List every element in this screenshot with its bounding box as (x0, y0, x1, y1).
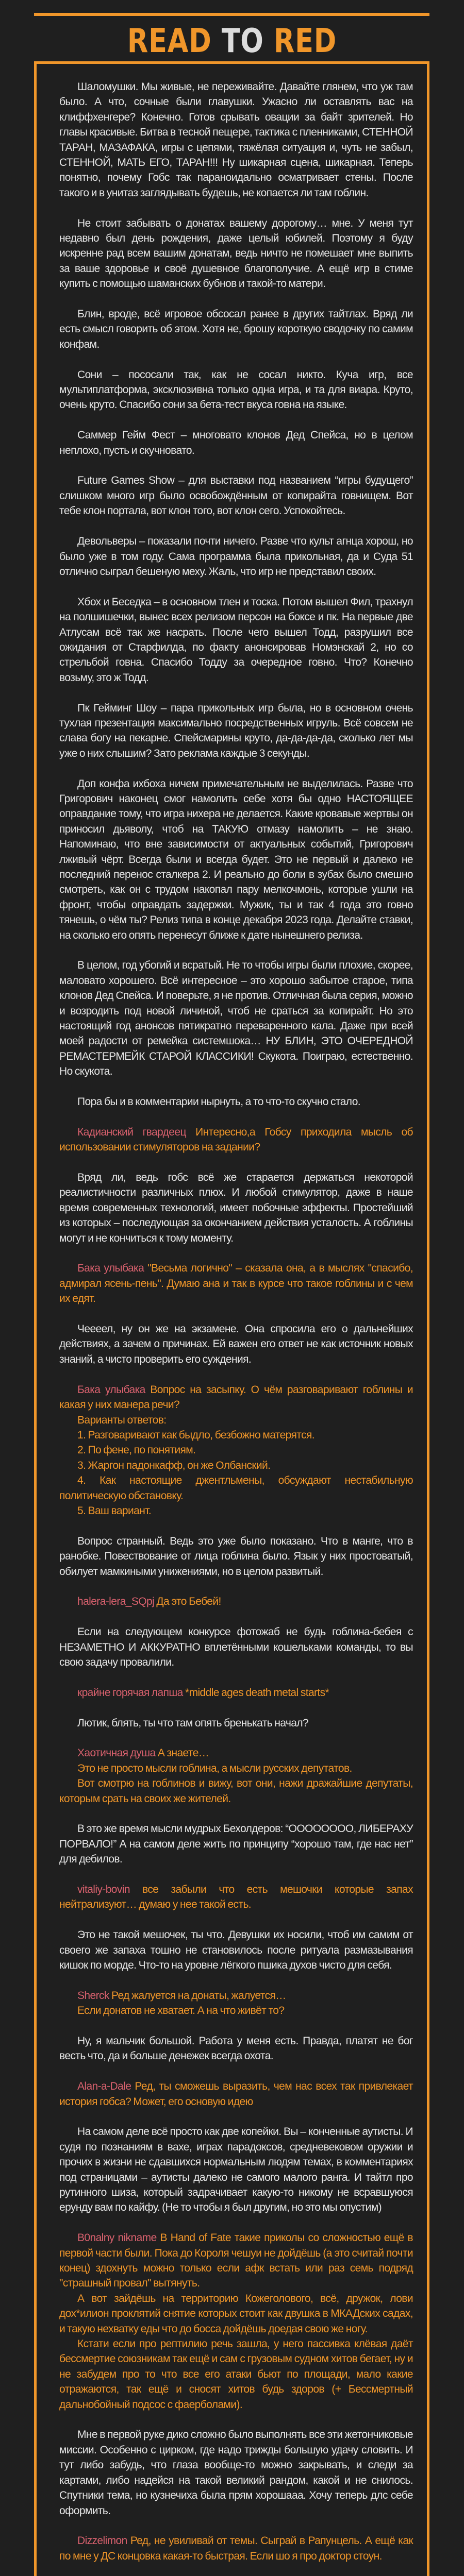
comment-text: В Hand of Fate такие приколы со сложностью ещё в первой части были. Пока до Короля чешуи не дойдёшь (а это считай почти конец) здохнуть можно только если афк встать или раз семь подряд "страшный провал" вытянуть. (59, 2232, 413, 2290)
reader-comment (59, 1685, 413, 1700)
comment-username: крайне горячая лапша (77, 1686, 183, 1699)
reader-comment (59, 1125, 413, 1155)
author-reply: Чееeел, ну он же на экзамене. Она спросила его о дальнейших действиях, а зачем о причинах. Ей важен его ответ не как источник новых знаний, а чисто проверить его суждения. (59, 1323, 413, 1365)
comment-text: *middle ages death metal starts* (185, 1686, 329, 1699)
author-reply: На самом деле всё просто как две копейки. Вы – конченные аутисты. И судя по познаниям в вахе, играх парадоксов, средневековом оружии и прочих в жизни не сдавшихся нормальным людям темах, в комментариях под страницами – аутисты далеко не самого малого ранга. И тайтл про рутинного шиза, который задрачивает какую-то никому не всравшуюся ерунду вам по кайфу. (Не то чтобы я был другим, но это мы опустим) (59, 2126, 413, 2214)
comment-username: Sherck (77, 1989, 109, 2002)
page-title (42, 21, 422, 62)
top-accent-bar (34, 13, 429, 16)
comment-text: Если донатов не хватает. А на что живёт то? (77, 2005, 285, 2017)
reader-comment (59, 1776, 413, 1806)
comment-text: 1. Разговаривают как быдло, безбожно матерятся. (77, 1429, 314, 1441)
comment-text: Это не просто мысли гоблина, а мысли русских депутатов. (77, 1762, 352, 1774)
comment-text: 3. Жаргон падонкафф, он же Олбанский. (77, 1459, 271, 1471)
comment-username: Dizzelimon (77, 2535, 127, 2547)
comment-text: Да это Бебей! (156, 1596, 221, 1608)
paragraph: Шаломушки. Мы живые, не переживайте. Давайте глянем, что уж там было. А что, сочные были главушки. Ужасно ли оставлять вас на клиффхенгере? Конечно. Готов срывать овации за байт зрителей. Но главы красивые. Битва в тесной пещере, тактика с пленниками, СТЕННОЙ ТАРАН, МАЗАФАКА, игры с цепями, тяжёлая ситуация и, чуть не забыл, СТЕННОЙ, МАТЬ ЕГО, ТАРАН!!! Ну шикарная сцена, шикарная. Теперь понятно, почему Гобс так параноидально осматривает стены. После такого и в унитаз заглядывать будешь, не копается ли там гоблин. (59, 81, 413, 199)
comment-username: B0nalny nikname (77, 2232, 157, 2244)
comment-username: halera-lera_SQpj (77, 1596, 155, 1608)
reader-comment (59, 1428, 413, 1443)
content-frame (34, 61, 429, 2576)
reader-comment (59, 1413, 413, 1428)
reader-comment (59, 1745, 413, 1760)
author-reply: Мне в первой руке дико сложно было выполнять все эти жетончиковые миссии. Особенно с цирком, где надо трижды большую удачу словить. И тут либо забудь, что глаза вообще-то можно закрывать, и следи за картами, либо надейся на такой великий рандом, какой и не снилось. Спутники тема, но кузнечиха была прям хорошааа. Хочу теперь длс себе оформить. (59, 2429, 413, 2517)
reader-comment (59, 1382, 413, 1413)
comment-username: Хаотичная душа (77, 1747, 156, 1759)
comment-username: vitaliy-bovin (77, 1883, 130, 1895)
reader-comment (59, 1261, 413, 1306)
reader-comment (59, 2079, 413, 2109)
comment-text: Кстати если про рептилию речь зашла, у него пассивка клёвая даёт бессмертие союзникам так ещё и сам с грузовым судном хитов бегает, ну и не забудем про то что все его атаки бьют по площади, мало какие отражаются, так ещё и сносят хитов будь здоров (+ Бессмертный дальнобойный подсос с фаерболами). (59, 2338, 413, 2411)
comment-text: Ред, ты сможешь выразить, чем нас всех так привлекает история гобса? Может, его основую идею (59, 2080, 413, 2108)
reader-comment (59, 2003, 413, 2018)
reader-comment (59, 2336, 413, 2412)
reader-comment (59, 1443, 413, 1458)
paragraph: Пора бы и в комментарии нырнуть, а то что-то скучно стало. (77, 1096, 361, 1108)
author-reply: Ну, я мальчик большой. Работа у меня есть. Правда, платят не бог весть что, да и больше денежек всегда охота. (59, 2035, 413, 2062)
author-reply: Вряд ли, ведь гобс всё же старается держаться некоторой реалистичности различных плюх. И любой стимулятор, даже в наше время современных технологий, имеет побочные эффекты. Простейший из которых – последующая за окончанием действия усталость. А гоблины могут и не кончиться к тому моменту. (59, 1172, 413, 1244)
paragraph: Хбох и Беседка – в основном тлен и тоска. Потом вышел Фил, трахнул на полшишечки, вынес всех релизом персон на боксе и пк. На первые две Атлусам всё так же насрать. После чего вышел Тодд, разрушил все ожидания от Старфилда, по факту анонсировав Номэнскай 2, но со стрельбой говна. Спасибо Тодду за очередное говно. Что? Конечно возьму, это ж Тодд. (59, 596, 413, 684)
comment-text: Ред, не увиливай от темы. Сыграй в Рапунцель. А ещё как по мне у ДС концовка какая-то быстрая. Если шо я про доктор стоун. (59, 2535, 413, 2562)
comment-text: 5. Ваш вариант. (77, 1504, 152, 1517)
paragraph: Саммер Гейм Фест – многовато клонов Дед Спейса, но в целом неплохо, пусть и скучновато. (59, 429, 413, 456)
comment-text: Ред жалуется на донаты, жалуется… (111, 1989, 286, 2002)
comments-section (59, 1125, 413, 2576)
author-reply: Это не такой мешочек, ты что. Девушки их носили, чтоб им самим от своего же запаха тошно не становилось после ритуала размазывания кишок по морде. Что-то на уровне лёгкого пшика духов чисто для себя. (59, 1929, 413, 1971)
comment-text: Вопрос на засыпку. О чём разговаривают гоблины и какая у них манера речи? (59, 1383, 413, 1411)
reader-comment (59, 1458, 413, 1473)
title-to: TO (221, 22, 264, 60)
comment-text: А знаете… (157, 1747, 209, 1759)
comment-text: 2. По фене, по понятиям. (77, 1444, 196, 1456)
reader-comment (59, 1761, 413, 1776)
paragraph: Сони – пососали так, как не сосал никто. Куча игр, все мультиплатформа, эксклюзивна только одна игра, и та для виара. Круто, очень круто. Спасибо сони за бета-тест вкуса говна на языке. (59, 368, 413, 411)
paragraph: Доп конфа ихбоха ничем примечательным не выделилась. Разве что Григорович наконец смог намолить себе хотя бы одно НАСТОЯЩЕЕ оправдание тому, что игра нихера не делается. Какие кровавые жертвы он приносил дьяволу, чтоб на ТАКУЮ отмазу намолить – не знаю. Напоминаю, что вне зависимости от актуальных событий, Григорович лживый чёрт. Всегда были и всегда будет. Это не первый и далеко не последний перенос сталкера 2. И реально до боли в зубах было смешно смотреть, как он с трудом накопал пару мелкочмонь, которые ушли на фронт, чтобы оправдать задержки. Мужик, ты и так 4 года это говно тянешь, о чём ты? Релиз типа в конце декабря 2023 года. Делайте ставки, на сколько его опять перенесут ближе к дате нынешнего релиза. (59, 777, 413, 941)
author-reply: Лютик, блять, ты что там опять бренькать начал? (77, 1717, 309, 1729)
reader-comment (59, 2230, 413, 2291)
reader-comment (59, 1473, 413, 1503)
comment-text: 4. Как настоящие джентльмены, обсуждают нестабильную политическую обстановку. (59, 1475, 413, 1502)
reader-comment (59, 1882, 413, 1912)
comment-text: "Весьма логично" – сказала она, а в мыслях "спасибо, адмирал ясень-пень". Думаю ана и так в курсе что такое гоблины и с чем их едят. (59, 1262, 413, 1305)
paragraph: Не стоит забывать о донатах вашему дорогому… мне. У меня тут недавно был день рождения, даже целый юбилей. Поэтому я буду искренне рад всем вашим донатам, ведь ничто не помешает мне выпить за ваше здоровье и своё душевное благополучие. А ещё игр в стиме купить с помощью шаманских бубнов и такой-то матери. (59, 217, 413, 290)
comment-username: Бака улыбака (77, 1383, 145, 1396)
comment-username: Бака улыбака (77, 1262, 144, 1275)
author-reply: Если на следующем конкурсе фотожаб не будь гоблина-бебея с НЕЗАМЕТНО И АККУРАТНО вплетёнными кошельками команды, то вы свою задачу провалили. (59, 1626, 413, 1668)
author-reply: Вопрос странный. Ведь это уже было показано. Что в манге, что в ранобке. Повествование от лица гоблина было. Язык у них простоватый, обилует мамкиными унижениями, но в целом развитый. (59, 1535, 413, 1578)
comment-text: Варианты ответов: (77, 1414, 167, 1426)
reader-comment (59, 1594, 413, 1609)
comment-username: Кадианский гвардеец (77, 1126, 186, 1138)
author-reply: В это же время мысли мудрых Бехолдеров: “ОООООООО, ЛИБЕРАХУ ПОРВАЛО!” А на самом деле жить по принципу “хорошо там, где нас нет” для дебилов. (59, 1823, 413, 1866)
article-body (59, 79, 413, 2576)
reader-comment (59, 1988, 413, 2003)
paragraph: Блин, вроде, всё игровое обсосал ранее в других тайтлах. Вряд ли есть смысл говорить об этом. Хотя не, брошу короткую сводочку по самим конфам. (59, 308, 413, 350)
paragraph: Девольверы – показали почти ничего. Разве что культ агнца хорош, но было уже в том году. Сама программа была прикольная, да и Суда 51 отлично сыграл бешеную меху. Жаль, что игр не представил своих. (59, 535, 413, 578)
comment-text: Вот смотрю на гоблинов и вижу, вот они, нажи дражайшие депутаты, которым срать на своих же жителей. (59, 1777, 413, 1805)
comment-text: А вот зайдёшь на территорию Кожеголового, всё, дружок, лови дох*илион проклятий снятие которых стоит как двушка в МКАДских садах, и такую нехватку еды что до босса дойдёшь доедая свою же ногу. (59, 2292, 413, 2335)
reader-comment (59, 2533, 413, 2564)
reader-comment (59, 2291, 413, 2336)
paragraph: В целом, год убогий и всратый. Не то чтобы игры были плохие, скорее, маловато хорошего. Всё интересное – это хорошо забытое старое, типа клонов Дед Спейса. И поверьте, я не против. Отличная была серия, можно и возродить под новой личиной, чтоб не сраться за копирайт. Но это настоящий год анонсов пятикратно переваренного кала. Даже при всей моей радости от ремейка системшока… НУ БЛИН, ЭТО ОЧЕРЕДНОЙ РЕМАСТЕРМЕЙК СТАРОЙ КЛАССИКИ! Скукота. Поиграю, естественно. Но скукота. (59, 959, 413, 1078)
reader-comment (59, 1503, 413, 1518)
comment-text: все забыли что есть мешочки которые запах нейтрализуют… думаю у нее такой есть. (59, 1883, 413, 1911)
title-red: RED (273, 22, 337, 60)
paragraph: Future Games Show – для выставки под названием “игры будущего” слишком много игр было освобождённым от копирайта говнищем. Вот тебе клон портала, вот клон того, вот клон сего. Успокойтесь. (59, 474, 413, 517)
comment-username: Alan-a-Dale (77, 2080, 131, 2093)
paragraph: Пк Гейминг Шоу – пара прикольных игр была, но в основном очень тухлая презентация максимально посредственных игруль. Всё совсем не слава богу на пекарне. Спейсмарины круто, да-да-да-да, сколько лет мы уже о них слышим? Зато реклама каждые 3 секунды. (59, 702, 413, 759)
comment-text: Интересно,а Гобсу приходила мысль об использовании стимуляторов на задании? (59, 1126, 413, 1154)
title-read: READ (127, 22, 212, 60)
